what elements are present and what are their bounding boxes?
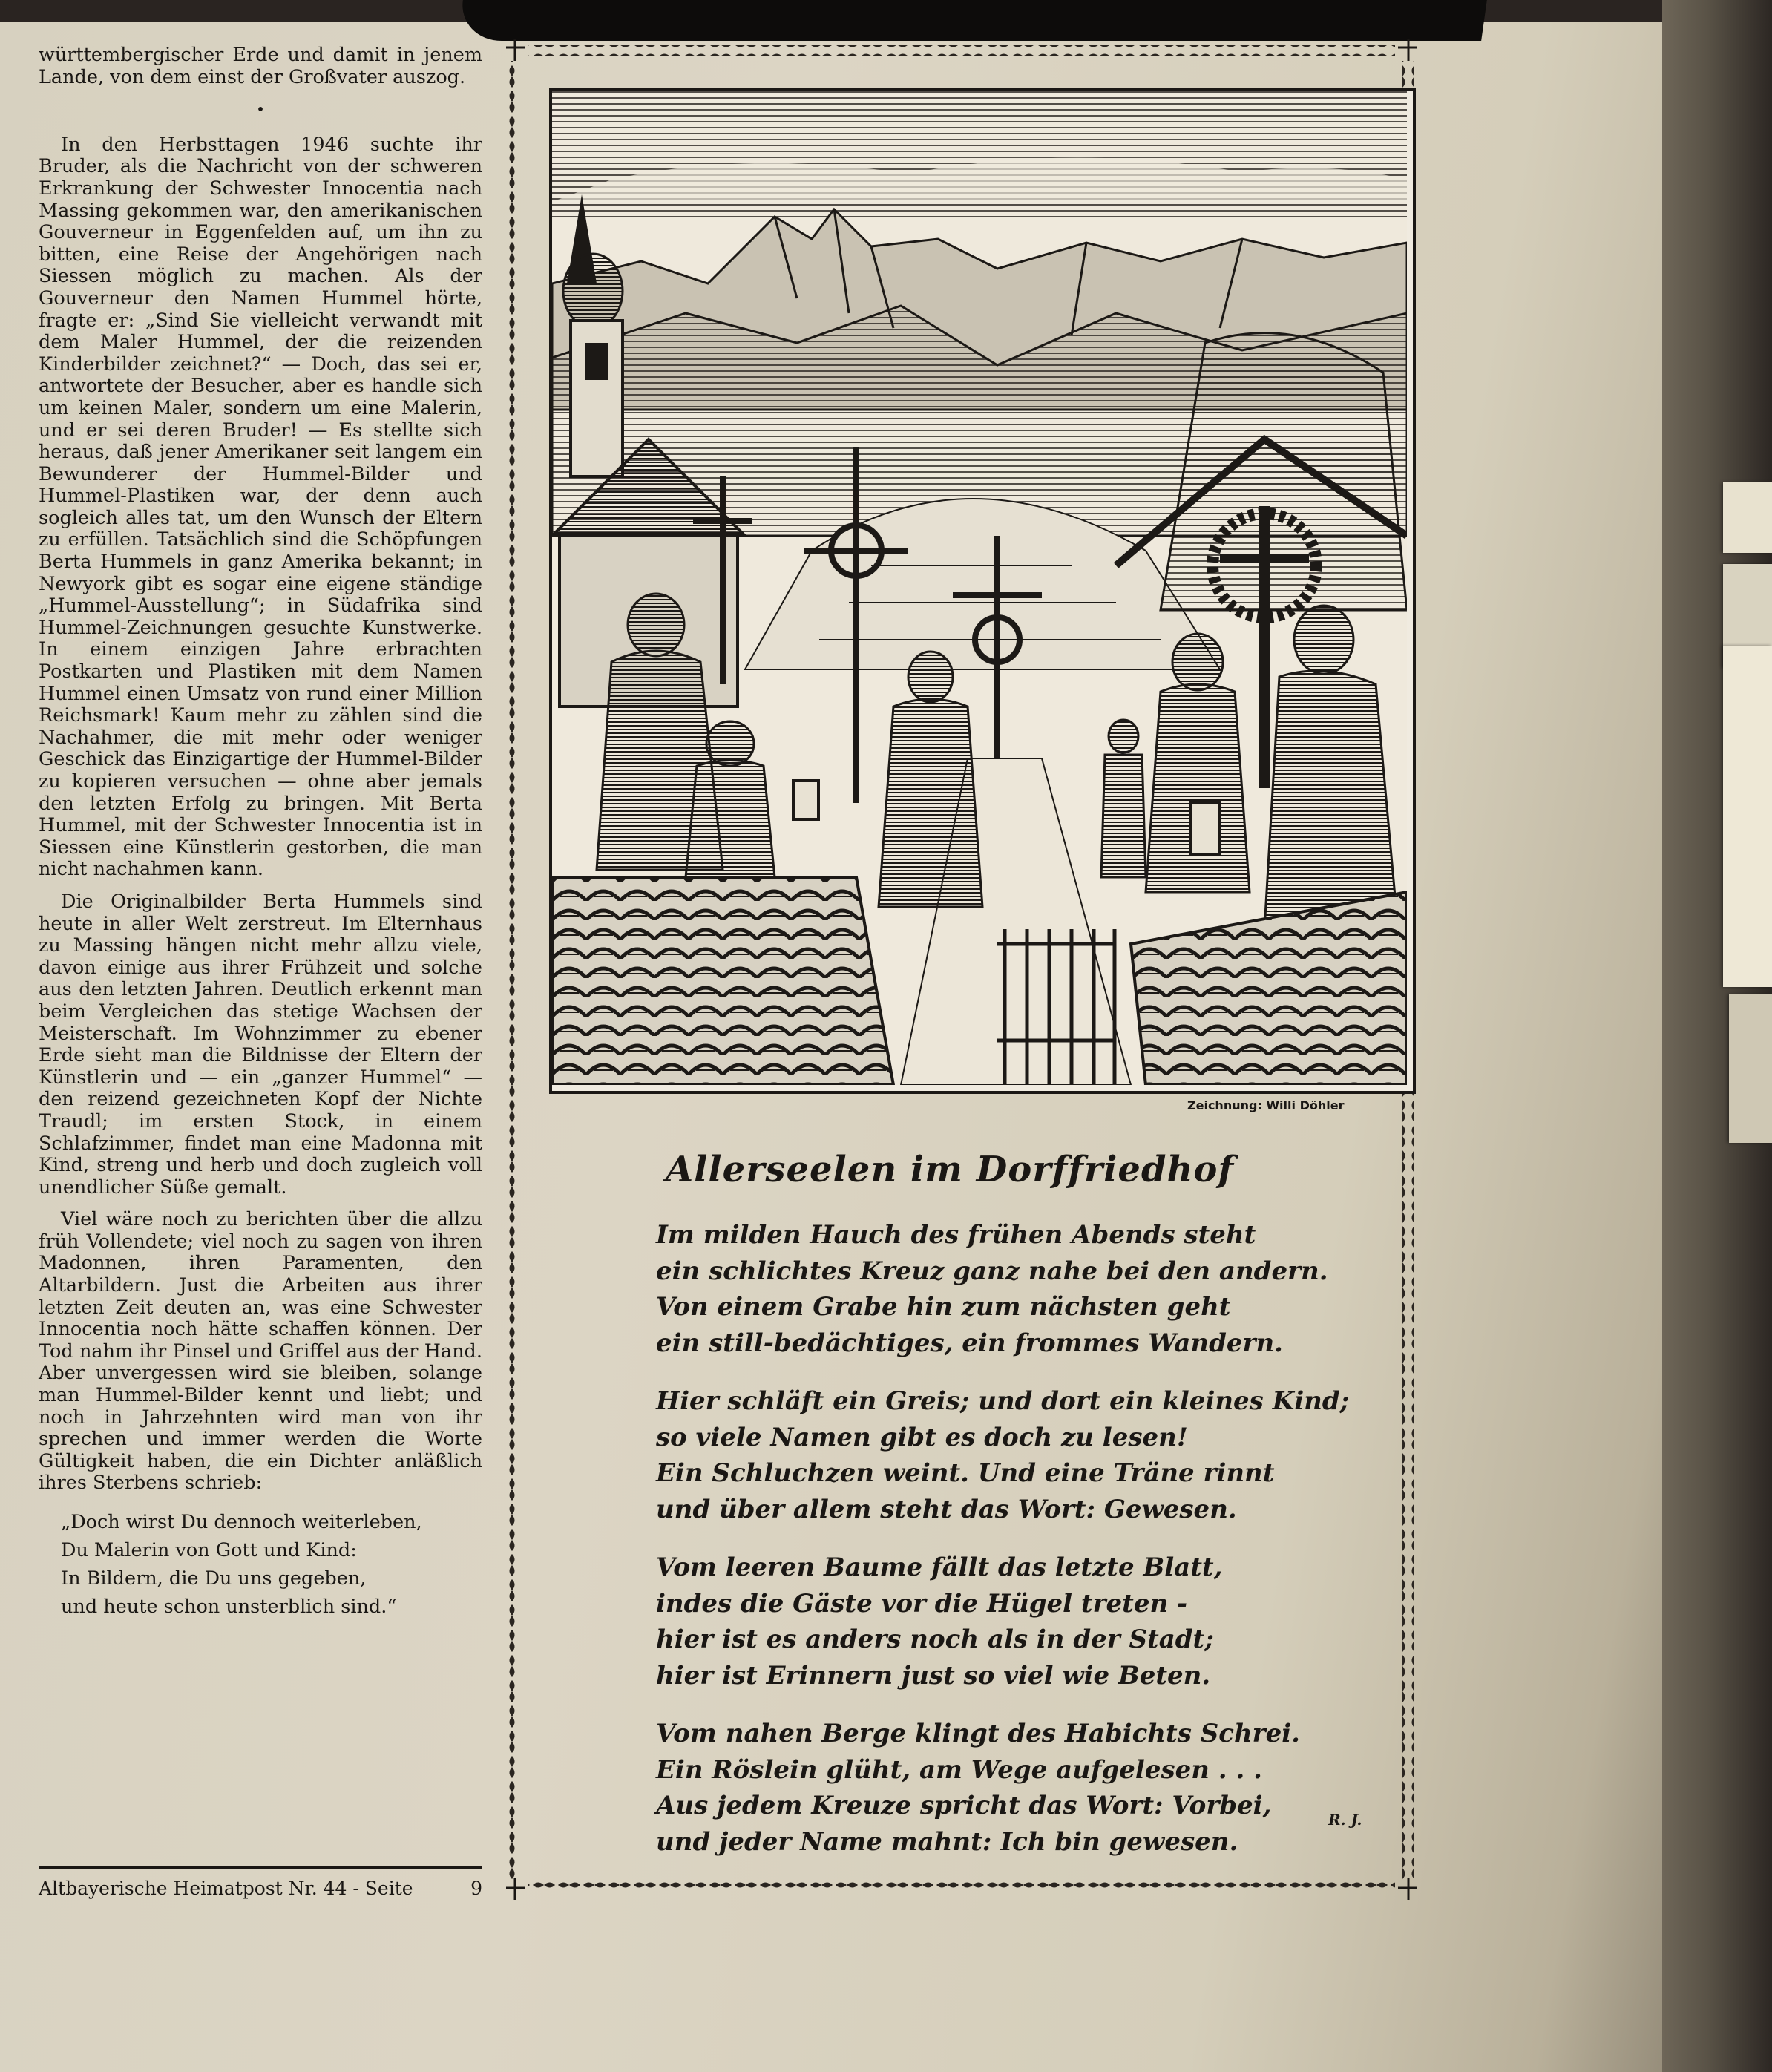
scan-dark-corner (457, 0, 1487, 41)
page-footer (39, 1878, 482, 1899)
poem-line: und jeder Name mahnt: Ich bin gewesen. (656, 1826, 1238, 1857)
publication-name: Altbayerische Heimatpost Nr. 44 - Seite (39, 1878, 413, 1899)
poem-line: hier ist es anders noch als in der Stadt; (656, 1625, 1214, 1654)
poem-line: ein schlichtes Kreuz ganz nahe bei den andern. (656, 1256, 1328, 1286)
cemetery-woodcut-illustration (549, 88, 1416, 1094)
page-tab (1723, 482, 1772, 553)
poem-line: Ein Schluchzen weint. Und eine Träne rinnt (656, 1458, 1275, 1488)
poem-line: Von einem Grabe hin zum nächsten geht (656, 1292, 1231, 1322)
poem-title: Allerseelen im Dorffriedhof (665, 1149, 1235, 1190)
poem-stanza (656, 1217, 1328, 1361)
author-initials: R. J. (1328, 1811, 1362, 1829)
footer-rule (39, 1866, 482, 1869)
illustration-credit: Zeichnung: Willi Döhler (1187, 1098, 1345, 1112)
poem-line: Ein Röslein glüht, am Wege aufgelesen . . . (656, 1754, 1262, 1785)
poem-stanza (656, 1716, 1324, 1860)
quote-line: und heute schon unsterblich sind.“ (61, 1596, 397, 1618)
separator-bullet: • (256, 100, 265, 119)
poem-line: ein still-bedächtiges, ein frommes Wandern. (656, 1328, 1284, 1358)
quote-line: Du Malerin von Gott und Kind: (61, 1539, 357, 1561)
article-paragraph: In den Herbsttagen 1946 suchte ihr Bruder, als die Nachricht von der schweren Erkrankung der Schwester Innocentia nach Massing gekommen war, den amerikanischen Gouverneur in Eggenfelden auf, um ihn zu bitten, eine Reise der Angehörigen nach Siessen möglich zu machen. Als der Gouverneur den Namen Hummel hörte, fragte er: „Sind Sie vielleicht verwandt mit dem Maler Hummel, der die reizenden Kinderbilder zeichnet?“ — Doch, das sei er, antwortete der Besucher, aber es handle sich um keinen Maler, sondern um eine Malerin, und er sei deren Bruder! — Es stellte sich heraus, daß jener Amerikaner seit langem ein Bewunderer der Hummel-Bilder und Hummel-Plastiken war, der denn auch sogleich alles tat, um den Wunsch der Eltern zu erfüllen. Tatsächlich sind die Schöpfungen Berta Hummels in ganz Amerika bekannt; in Newyork gibt es sogar eine eigene ständige „Hummel-Ausstellung“; in Südafrika sind Hummel-Zeichnungen gesuchte Kunstwerke. In einem einzigen Jahre erbrachten Postkarten und Plastiken mit dem Namen Hummel einen Umsatz von rund einer Million Reichsmark! Kaum mehr zu zählen sind die Nachahmer, die mit mehr oder weniger Geschick das Einzigartige der Hummel-Bilder zu kopieren versuchen — ohne aber jemals den letzten Erfolg zu bringen. Mit Berta Hummel, mit der Schwester Innocentia ist in Siessen eine Künstlerin gestorben, die man nicht nachahmen kann. (39, 133, 482, 881)
poem-stanza (656, 1383, 1350, 1527)
quote-line: In Bildern, die Du uns gegeben, (61, 1567, 367, 1590)
woodcut-drawing (552, 91, 1407, 1085)
poem-stanza (656, 1550, 1324, 1694)
article-paragraph: Die Originalbilder Berta Hummels sind heute in aller Welt zerstreut. Im Elternhaus zu Massing hängen nicht mehr allzu viele, davon einige aus ihrer Frühzeit und solche aus den letzten Jahren. Deutlich erkennt man beim Vergleichen das stetige Wachsen der Meisterschaft. Im Wohnzimmer zu ebener Erde sieht man die Bildnisse der Eltern der Künstlerin und — ein „ganzer Hummel“ — den reizend gezeichneten Kopf der Nichte Traudl; im ersten Stock, in einem Schlafzimmer, findet man eine Madonna mit Kind, streng und herb und doch zugleich voll unendlicher Süße gemalt. (39, 890, 482, 1199)
poem-quote (61, 1508, 482, 1621)
poem-line: und über allem steht das Wort: Gewesen. (656, 1494, 1237, 1524)
page-number: 9 (470, 1878, 482, 1899)
article-paragraph: Viel wäre noch zu berichten über die allzu früh Vollendete; viel noch zu sagen von ihren Madonnen, ihren Paramenten, den Altarbildern. Just die Arbeiten aus ihrer letzten Zeit deuten an, was eine Schwester Innocentia noch hätte schaffen können. Der Tod nahm ihr Pinsel und Griffel aus der Hand. Aber unvergessen wird sie bleiben, solange man Hummel-Bilder kennt und liebt; und noch in Jahrzehnten wird man von ihr sprechen und immer werden die Worte Gültigkeit haben, die ein Dichter anläßlich ihres Sterbens schrieb: (39, 1208, 482, 1495)
article-column (39, 45, 482, 1621)
poem-line: so viele Namen gibt es doch zu lesen! (656, 1422, 1188, 1452)
poem-line: Hier schläft ein Greis; und dort ein kleines Kind; (656, 1386, 1350, 1416)
article-intro: württembergischer Erde und damit in jenem Lande, von dem einst der Großvater auszog. (39, 44, 482, 88)
page-tab (1723, 646, 1772, 987)
poem-line: hier ist Erinnern just so viel wie Beten. (656, 1660, 1211, 1691)
poem-line: Im milden Hauch des frühen Abends steht (656, 1220, 1256, 1250)
poem-line: Aus jedem Kreuze spricht das Wort: Vorbei, (656, 1791, 1272, 1820)
poem-line: Vom nahen Berge klingt des Habichts Schrei. (656, 1719, 1300, 1748)
page-tab (1729, 994, 1772, 1143)
quote-line: „Doch wirst Du dennoch weiterleben, (61, 1511, 422, 1533)
poem-line: Vom leeren Baume fällt das letzte Blatt, (656, 1553, 1223, 1582)
poem-line: indes die Gäste vor die Hügel treten - (656, 1588, 1188, 1619)
